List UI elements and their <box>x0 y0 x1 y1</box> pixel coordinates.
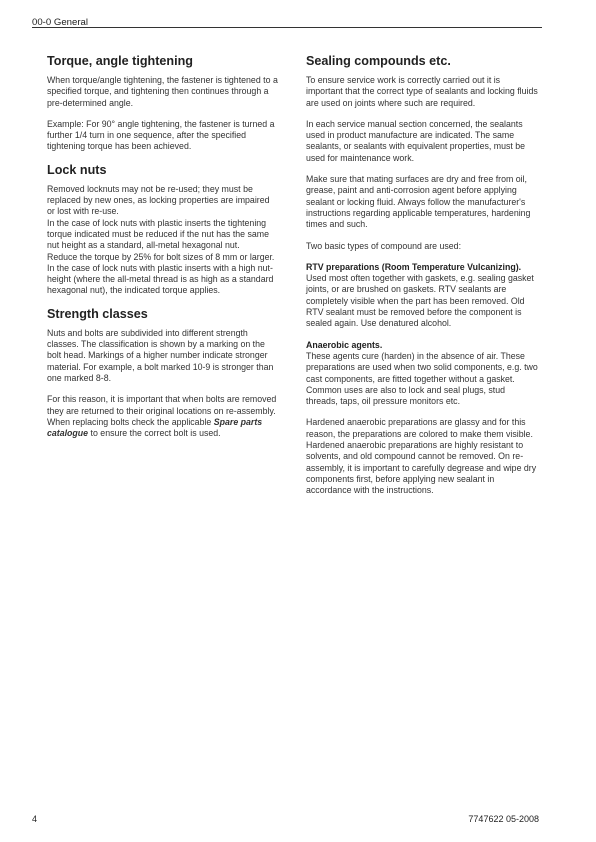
anaerobic-paragraph-2: Hardened anaerobic preparations are glassy and for this reason, the preparations are colored to make them visible. Hardened anaerobic preparations are highly resistant to solvents, and old compound cannot be removed. On re-assembly, it is important to carefully degrease and wipe dry components first, before applying new sealant in accordance with the instructions. <box>306 417 537 496</box>
rtv-subheading: RTV preparations (Room Temperature Vulcanizing). <box>306 261 522 272</box>
anaerobic-subheading: Anaerobic agents. <box>306 339 383 350</box>
left-column <box>47 54 279 449</box>
lock-nuts-heading: Lock nuts <box>47 162 107 177</box>
strength-text-a: For this reason, it is important that when bolts are removed they are returned to their original locations on re-assembly. When replacing bolts check the applicable <box>47 394 277 427</box>
page-header <box>32 12 542 28</box>
strength-paragraph-1: Nuts and bolts are subdivided into different strength classes. The classification is shown by a marking on the bolt head. Markings of a higher number indicate stronger material. For example, a bolt marked 10-9 is stronger than one marked 8-8. <box>47 327 274 383</box>
spare-parts-catalogue-ref: Spare parts catalogue <box>47 416 263 439</box>
strength-paragraph-2 <box>47 394 279 439</box>
torque-heading: Torque, angle tightening <box>47 54 193 68</box>
strength-text-b: to ensure the correct bolt is used. <box>88 428 221 439</box>
lock-nuts-paragraph-1: Removed locknuts may not be re-used; they must be replaced by new ones, as locking properties are impaired or lost with re-use. <box>47 183 270 217</box>
strength-classes-heading: Strength classes <box>47 306 148 321</box>
sealing-heading: Sealing compounds etc. <box>306 54 451 68</box>
sealing-paragraph-3: Make sure that mating surfaces are dry and free from oil, grease, paint and anti-corrosion agent before applying sealant or locking fluid. Always follow the manufacturer's instructions regarding applicable temperatures, hardening times and such. <box>306 174 531 230</box>
lock-nuts-paragraph-3: Reduce the torque by 25% for bolt sizes of 8 mm or larger. <box>47 251 275 262</box>
sealing-paragraph-4: Two basic types of compound are used: <box>306 240 462 251</box>
torque-example-paragraph: Example: For 90° angle tightening, the fastener is turned a further 1/4 turn in one sequence, after the specified tightening torque has been achieved. <box>47 118 275 152</box>
lock-nuts-paragraph-2: In the case of lock nuts with plastic inserts the tightening torque indicated must be reduced if the nut has the same nut height as a standard, all-metal hexagonal nut. <box>47 217 270 251</box>
rtv-paragraph: Used most often together with gaskets, e.g. sealing gasket joints, or are brushed on gaskets. RTV sealants are completely visible when the part has been removed. Old RTV sealant must be removed before the component is sealed again. Use denatured alcohol. <box>306 273 534 329</box>
header-section-label: 00-0 General <box>32 17 88 28</box>
anaerobic-paragraph-1: These agents cure (harden) in the absence of air. These preparations are used when two solid components, e.g. two cast components, are fitted together without a gasket. Common uses are also to lock and seal plugs, stud threads, taps, oil pressure monitors etc. <box>306 350 538 407</box>
page-number: 4 <box>32 814 38 824</box>
document-reference: 7747622 05-2008 <box>468 814 539 824</box>
sealing-paragraph-2: In each service manual section concerned, the sealants used in product manufacture are indicated. The same sealants, or sealants with equivalent properties, must be used for maintenance work. <box>306 118 526 163</box>
lock-nuts-paragraph-4: In the case of lock nuts with plastic inserts with a high nut-height (where the all-metal thread is as high as a standard hexagonal nut), the indicated torque applies. <box>47 262 274 296</box>
right-column <box>306 54 538 507</box>
sealing-paragraph-1: To ensure service work is correctly carried out it is important that the correct type of sealants and locking fluids are used on joints where such are required. <box>306 75 538 108</box>
torque-paragraph: When torque/angle tightening, the fastener is tightened to a specified torque, and tightening then continues through a pre-determined angle. <box>47 75 278 108</box>
